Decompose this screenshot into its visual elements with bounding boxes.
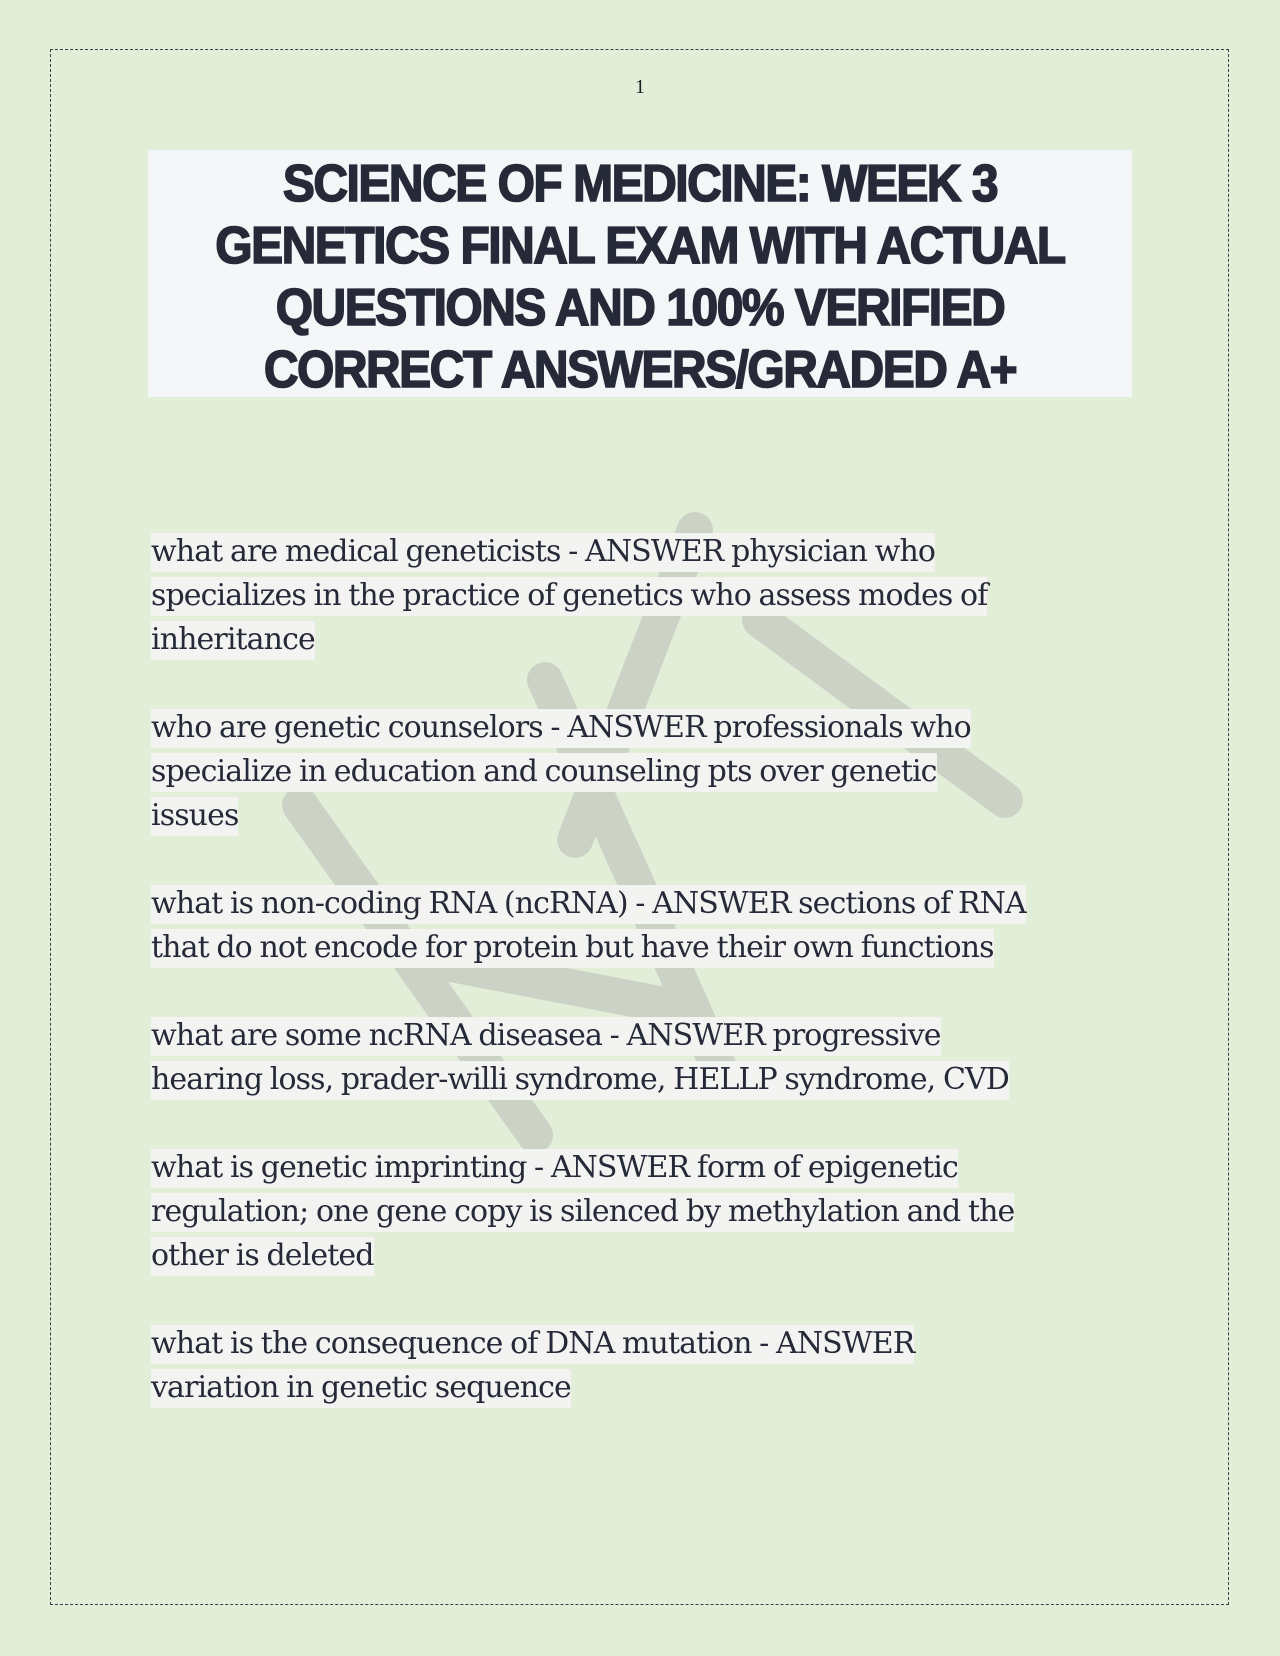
qa-line: what are medical geneticists - ANSWER physician who — [151, 533, 935, 572]
qa-item-medical-geneticists — [151, 530, 1131, 662]
qa-line: specializes in the practice of genetics who assess modes of — [151, 577, 987, 616]
qa-line: issues — [151, 797, 238, 836]
qa-line: regulation; one gene copy is silenced by methylation and the — [151, 1193, 1014, 1232]
qa-line: inheritance — [151, 621, 315, 660]
qa-item-dna-mutation — [151, 1322, 1131, 1410]
title-line: GENETICS FINAL EXAM WITH ACTUAL — [215, 217, 1065, 276]
title-line: CORRECT ANSWERS/GRADED A+ — [263, 341, 1017, 400]
qa-line: hearing loss, prader-willi syndrome, HELLP syndrome, CVD — [151, 1061, 1009, 1100]
qa-line: variation in genetic sequence — [151, 1369, 571, 1408]
qa-line: specialize in education and counseling pts over genetic — [151, 753, 937, 792]
qa-item-genetic-counselors — [151, 706, 1131, 838]
qa-item-ncrna-diseases — [151, 1014, 1131, 1102]
title-line: QUESTIONS AND 100% VERIFIED — [275, 279, 1005, 338]
qa-line: who are genetic counselors - ANSWER professionals who — [151, 709, 971, 748]
title-line: SCIENCE OF MEDICINE: WEEK 3 — [282, 155, 998, 214]
qa-line: other is deleted — [151, 1237, 374, 1276]
qa-line: that do not encode for protein but have their own functions — [151, 929, 994, 968]
qa-item-non-coding-rna — [151, 882, 1131, 970]
qa-line: what is genetic imprinting - ANSWER form of epigenetic — [151, 1149, 958, 1188]
qa-line: what are some ncRNA diseasea - ANSWER progressive — [151, 1017, 941, 1056]
document-title — [148, 150, 1132, 400]
qa-line: what is the consequence of DNA mutation - ANSWER — [151, 1325, 914, 1364]
qa-line: what is non-coding RNA (ncRNA) - ANSWER sections of RNA — [151, 885, 1026, 924]
page-number: 1 — [635, 76, 645, 98]
question-answer-list — [151, 530, 1131, 1454]
qa-item-genetic-imprinting — [151, 1146, 1131, 1278]
